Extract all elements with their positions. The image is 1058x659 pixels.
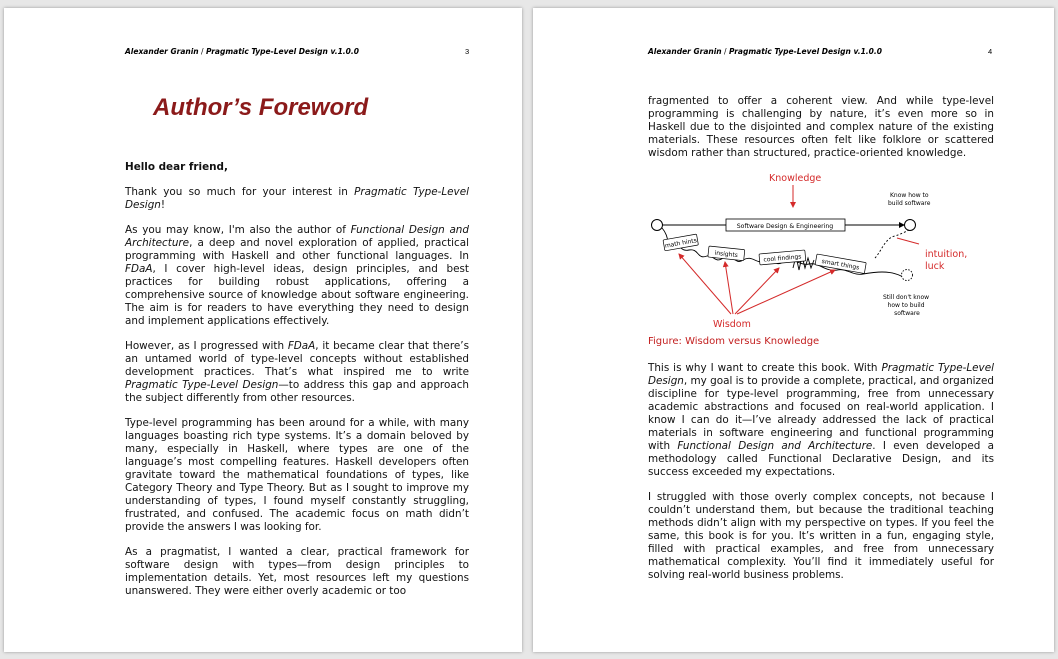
wisdom-knowledge-figure [643, 168, 993, 330]
page-number: 4 [988, 47, 993, 56]
figure-caption: Figure: Wisdom versus Knowledge [648, 336, 820, 347]
paragraph: I struggled with those overly complex concepts, not because I couldn’t understand them, but because the traditional teaching methods didn’t align with my perspective on types. If you feel the same, this book is for you. It’s written in a fun, engaging style, filled with practical examples, and free from unnecessary mathematical complexity. You’ll find it immediately useful for solving real-world business problems. [648, 491, 994, 581]
right-body-top [648, 95, 994, 172]
wisdom-label: Wisdom [713, 319, 751, 330]
knowledge-label: Knowledge [769, 173, 822, 184]
paragraph: However, as I progressed with FDaA, it became clear that there’s an untamed world of type-level concepts without established development practices. That’s what inspired me to write Pragmatic Type-Level Design—to address this gap and approach the subject differently from other resources. [125, 340, 469, 404]
paragraph: As you may know, I'm also the author of Functional Design and Architecture, a deep and novel exploration of applied, practical programming with Haskell and other functional languages. In FDaA, I cover high-level ideas, design principles, and best practices for building robust applications, offering a comprehensive source of knowledge about software engineering. The aim is for readers to have everything they need to design and implement applications effectively. [125, 224, 469, 327]
still-dont-know-note: Still don't know how to build software [882, 294, 930, 317]
page-number: 3 [465, 47, 470, 56]
intuition-luck-label: intuition, luck [925, 249, 968, 272]
right-body-bottom [648, 362, 994, 594]
paragraph: This is why I want to create this book. With Pragmatic Type-Level Design, my goal is to provide a complete, practical, and organized discipline for type-level programming, free from unnecessary academic abstractions and focused on real-world application. I know I can do it—I’ve already addressed the lack of practical materials in software engineering and functional programming with Functional Design and Architecture. I even developed a methodology called Functional Declarative Design, and its success exceeded my expectations. [648, 362, 994, 478]
chapter-title: Author’s Foreword [153, 94, 369, 121]
page-4 [533, 8, 1054, 652]
know-how-note: Know how to build software [888, 192, 931, 207]
page-3 [4, 8, 522, 652]
paragraph: fragmented to offer a coherent view. And while type-level programming is challenging by nature, it’s even more so in Haskell due to the disjointed and complex nature of the existing materials. These resources often felt like folklore or scattered wisdom rather than structured, practice-oriented knowledge. [648, 95, 994, 159]
paragraph: As a pragmatist, I wanted a clear, practical framework for software design with types—from design principles to implementation details. Yet, most resources left my questions unanswered. They were either overly academic or too [125, 546, 469, 597]
tag-cool-findings: cool findings [763, 253, 802, 264]
tag-smart-things: smart things [821, 258, 860, 272]
sde-box-label: Software Design & Engineering [736, 223, 834, 230]
tag-insights: insights [714, 249, 739, 260]
running-header: Alexander Granin / Pragmatic Type-Level Design v.1.0.0 [125, 47, 359, 56]
tag-math-hints: math hints [664, 237, 698, 250]
paragraph: Thank you so much for your interest in Pragmatic Type-Level Design! [125, 186, 469, 211]
greeting: Hello dear friend, [125, 161, 228, 173]
running-header: Alexander Granin / Pragmatic Type-Level Design v.1.0.0 [648, 47, 882, 56]
left-body [125, 161, 469, 610]
paragraph: Type-level programming has been around for a while, with many languages boasting rich type systems. It’s a domain beloved by many, especially in Haskell, where types are one of the language’s most compelling features. Haskell developers often gravitate toward the mathematical foundations of types, like Category Theory and Type Theory. But as I sought to improve my understanding of types, I found myself constantly struggling, frustrated, and confused. The academic focus on math didn’t provide the answers I was looking for. [125, 417, 469, 533]
